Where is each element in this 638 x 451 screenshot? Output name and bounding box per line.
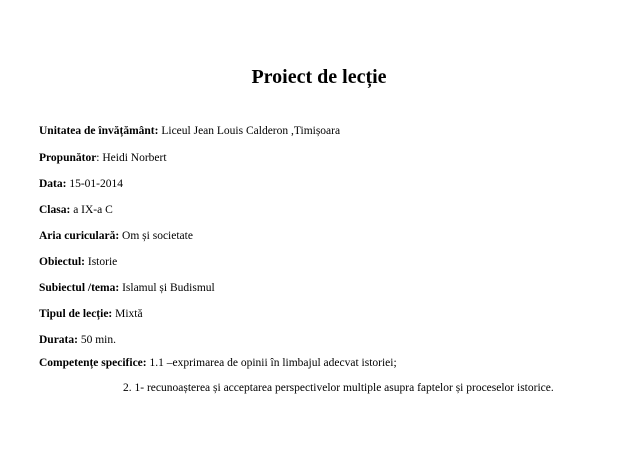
field-label: Durata: [39,334,78,346]
field-value: Liceul Jean Louis Calderon ,Timișoara [158,125,341,137]
field-label: Clasa: [39,204,71,216]
field-subiectul [39,281,215,295]
field-value: 15-01-2014 [66,178,124,190]
field-value: : Heidi Norbert [96,152,167,164]
field-competente [39,356,397,370]
field-unitatea [39,124,340,138]
competence-line-2: 2. 1- recunoașterea și acceptarea perspectivelor multiple asupra faptelor și proceselor istorice. [123,382,554,394]
field-label: Unitatea de învățământ: [39,125,159,137]
field-label: Competențe specifice: [39,357,147,369]
field-label: Obiectul: [39,256,85,268]
field-tipul-lectiei [39,307,143,321]
field-label: Data: [39,178,67,190]
field-aria-curiculara [39,229,193,243]
field-value: Mixtă [112,308,143,320]
field-label: Tipul de lecție: [39,308,113,320]
page-title: Proiect de lecție [251,66,387,88]
field-value: Istorie [85,256,118,268]
field-data [39,177,123,191]
field-durata [39,333,116,347]
field-propunator [39,151,167,165]
field-value: Islamul și Budismul [119,282,215,294]
field-label: Aria curiculară: [39,230,120,242]
field-clasa [39,203,113,217]
field-value: Om și societate [119,230,193,242]
field-label: Subiectul /tema: [39,282,120,294]
field-obiectul [39,255,117,269]
field-value: 50 min. [77,334,116,346]
field-value: a IX-a C [70,204,113,216]
field-label: Propunător [39,152,97,164]
field-value: 1.1 –exprimarea de opinii în limbajul adecvat istoriei; [146,357,397,369]
